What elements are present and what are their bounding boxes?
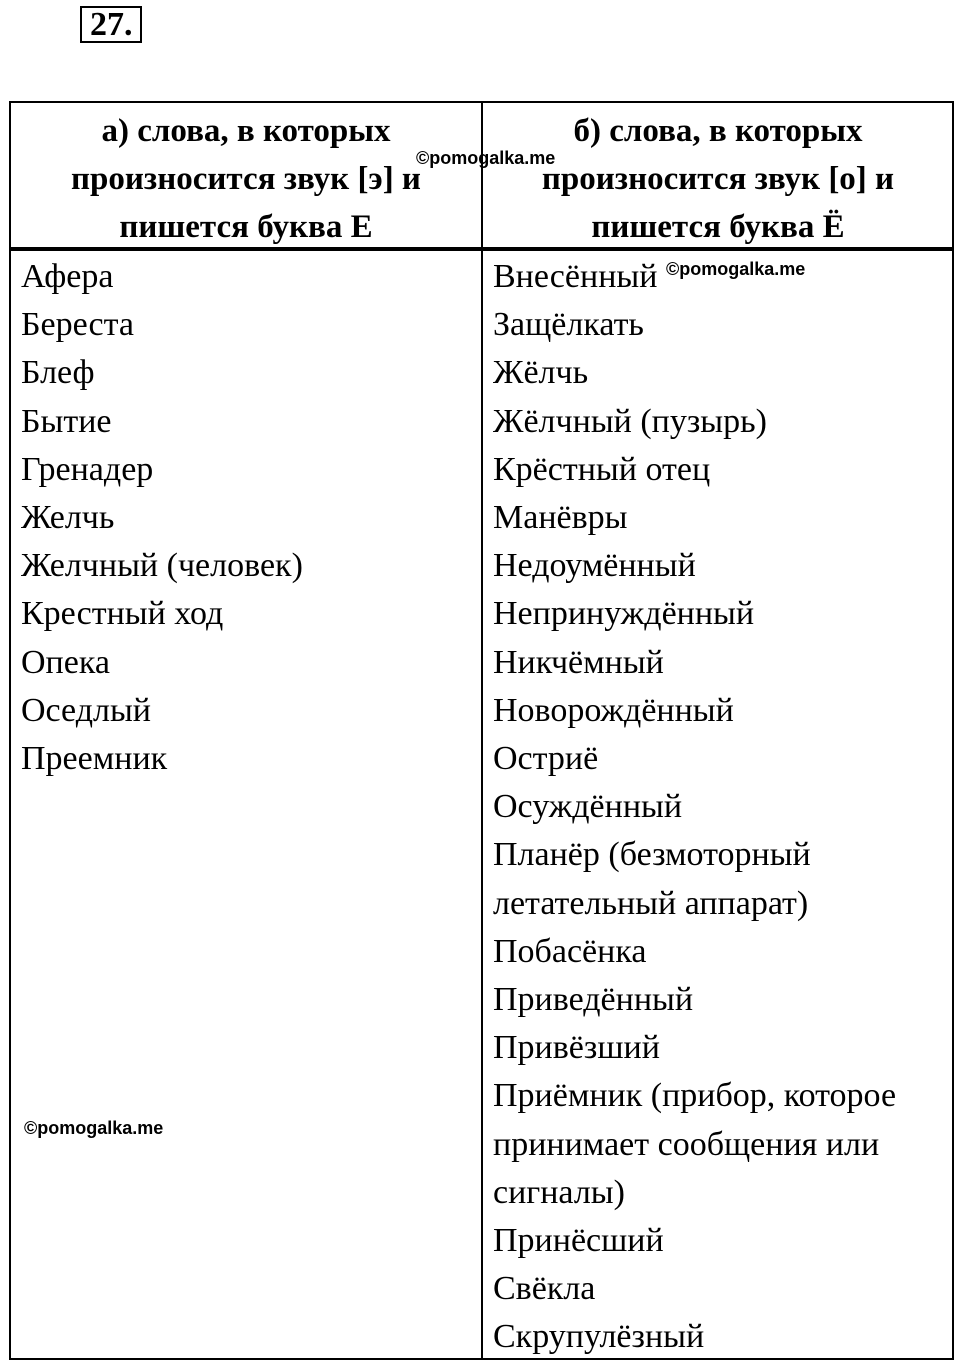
words-table	[9, 101, 954, 1360]
list-item: Крестный ход	[21, 595, 224, 633]
list-item: Желчный (человек)	[21, 547, 303, 585]
list-item: летательный аппарат)	[493, 884, 809, 922]
list-item: Осуждённый	[493, 788, 683, 826]
list-item: Жёлчный (пузырь)	[493, 402, 767, 440]
list-item: Новорождённый	[493, 691, 734, 729]
watermark: ©pomogalka.me	[666, 259, 806, 279]
word-list-e	[21, 253, 471, 783]
list-item: Свёкла	[493, 1270, 596, 1308]
list-item: Береста	[21, 306, 135, 344]
header-line: произносится звук [э] и	[71, 161, 421, 197]
column-header-e	[11, 107, 481, 245]
list-item: Остриё	[493, 740, 599, 778]
list-item: Жёлчь	[493, 354, 589, 392]
list-item: Приёмник (прибор, которое	[493, 1077, 897, 1115]
column-divider	[481, 103, 483, 1358]
list-item: Блеф	[21, 354, 95, 392]
list-item: Защёлкать	[493, 306, 644, 344]
list-item: Преемник	[21, 740, 168, 778]
list-item: Крёстный отец	[493, 450, 711, 488]
header-line: пишется буква Ё	[591, 209, 845, 245]
list-item: Внесённый	[493, 258, 658, 295]
list-item: Бытие	[21, 402, 112, 440]
watermark: ©pomogalka.me	[416, 148, 556, 168]
header-line: б) слова, в которых	[573, 113, 863, 149]
column-header-yo	[483, 107, 953, 245]
list-item: Планёр (безмоторный	[493, 836, 811, 874]
list-item: Привёзший	[493, 1029, 660, 1067]
list-item: Побасёнка	[493, 932, 647, 970]
list-item: Никчёмный	[493, 643, 664, 681]
list-item: Манёвры	[493, 499, 628, 537]
header-line: а) слова, в которых	[101, 113, 391, 149]
header-line: пишется буква Е	[119, 209, 373, 245]
list-item: Непринуждённый	[493, 595, 755, 633]
list-item: сигналы)	[493, 1173, 625, 1211]
watermark: ©pomogalka.me	[24, 1118, 164, 1138]
list-item: Опека	[21, 643, 110, 681]
header-line: произносится звук [о] и	[541, 161, 895, 197]
list-item: Недоумённый	[493, 547, 696, 585]
list-item: Афера	[21, 258, 114, 295]
list-item: Приведённый	[493, 981, 694, 1019]
word-list-yo	[493, 253, 943, 1362]
list-item: Оседлый	[21, 691, 152, 729]
list-item: Гренадер	[21, 450, 154, 488]
list-item: Скрупулёзный	[493, 1318, 705, 1356]
task-number: 27.	[80, 6, 142, 43]
list-item: принимает сообщения или	[493, 1125, 880, 1163]
list-item: Желчь	[21, 499, 115, 537]
list-item: Принёсший	[493, 1222, 664, 1260]
